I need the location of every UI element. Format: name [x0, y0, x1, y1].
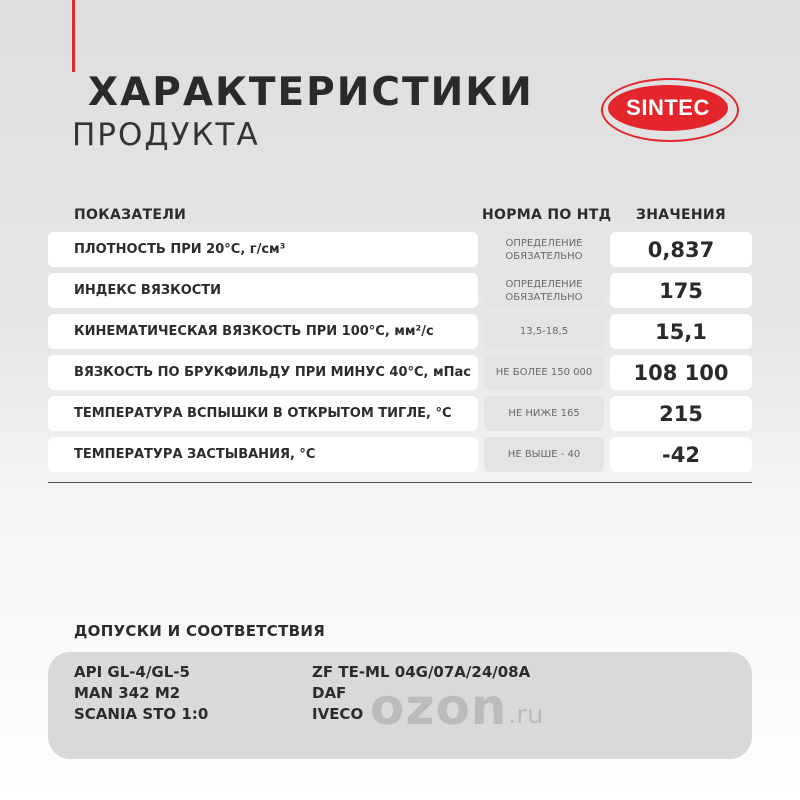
page-title: ХАРАКТЕРИСТИКИ: [88, 70, 534, 115]
approval-item: IVECO: [312, 705, 364, 723]
accent-line: [72, 0, 75, 72]
row-name: ТЕМПЕРАТУРА ЗАСТЫВАНИЯ, °С: [74, 447, 316, 462]
column-header-norm: НОРМА ПО НТД: [482, 207, 612, 223]
row-norm: 13,5-18,5: [484, 314, 604, 349]
table-row: [48, 437, 752, 472]
sintec-logo: [601, 78, 739, 142]
row-name-cell: [48, 232, 478, 267]
row-norm: НЕ ВЫШЕ - 40: [484, 437, 604, 472]
table-divider: [48, 482, 752, 483]
approval-item: SCANIA STO 1:0: [74, 705, 209, 723]
approval-item: DAF: [312, 684, 347, 702]
row-name-cell: [48, 396, 478, 431]
approval-item: API GL-4/GL-5: [74, 663, 190, 681]
row-value: -42: [610, 437, 752, 472]
watermark: ozon: [370, 678, 508, 736]
approval-item: MAN 342 M2: [74, 684, 181, 702]
row-value: 0,837: [610, 232, 752, 267]
table-row: [48, 232, 752, 267]
row-norm: ОПРЕДЕЛЕНИЕ ОБЯЗАТЕЛЬНО: [484, 273, 604, 308]
table-row: [48, 355, 752, 390]
row-name-cell: [48, 273, 478, 308]
watermark-suffix: .ru: [508, 700, 544, 730]
column-header-values: ЗНАЧЕНИЯ: [636, 207, 726, 223]
row-name: ПЛОТНОСТЬ ПРИ 20°С, г/см³: [74, 242, 286, 257]
row-name-cell: [48, 314, 478, 349]
row-norm: НЕ БОЛЕЕ 150 000: [484, 355, 604, 390]
row-name-cell: [48, 355, 478, 390]
approvals-title: ДОПУСКИ И СООТВЕТСТВИЯ: [74, 622, 326, 640]
logo-text: SINTEC: [626, 95, 710, 120]
row-norm: НЕ НИЖЕ 165: [484, 396, 604, 431]
approval-item: ZF TE-ML 04G/07A/24/08A: [312, 663, 531, 681]
row-value: 215: [610, 396, 752, 431]
row-name: ИНДЕКС ВЯЗКОСТИ: [74, 283, 222, 298]
row-name-cell: [48, 437, 478, 472]
row-value: 108 100: [610, 355, 752, 390]
table-row: [48, 396, 752, 431]
row-value: 175: [610, 273, 752, 308]
row-name: КИНЕМАТИЧЕСКАЯ ВЯЗКОСТЬ ПРИ 100°С, мм²/с: [74, 324, 434, 339]
logo-badge: [608, 85, 728, 131]
page-subtitle: ПРОДУКТА: [72, 117, 260, 153]
table-row: [48, 273, 752, 308]
approvals-left-list: [74, 662, 208, 725]
row-name: ТЕМПЕРАТУРА ВСПЫШКИ В ОТКРЫТОМ ТИГЛЕ, °С: [74, 406, 452, 421]
table-row: [48, 314, 752, 349]
row-value: 15,1: [610, 314, 752, 349]
row-name: ВЯЗКОСТЬ ПО БРУКФИЛЬДУ ПРИ МИНУС 40°С, мПас: [74, 365, 472, 380]
column-header-indicators: ПОКАЗАТЕЛИ: [74, 207, 187, 223]
row-norm: ОПРЕДЕЛЕНИЕ ОБЯЗАТЕЛЬНО: [484, 232, 604, 267]
